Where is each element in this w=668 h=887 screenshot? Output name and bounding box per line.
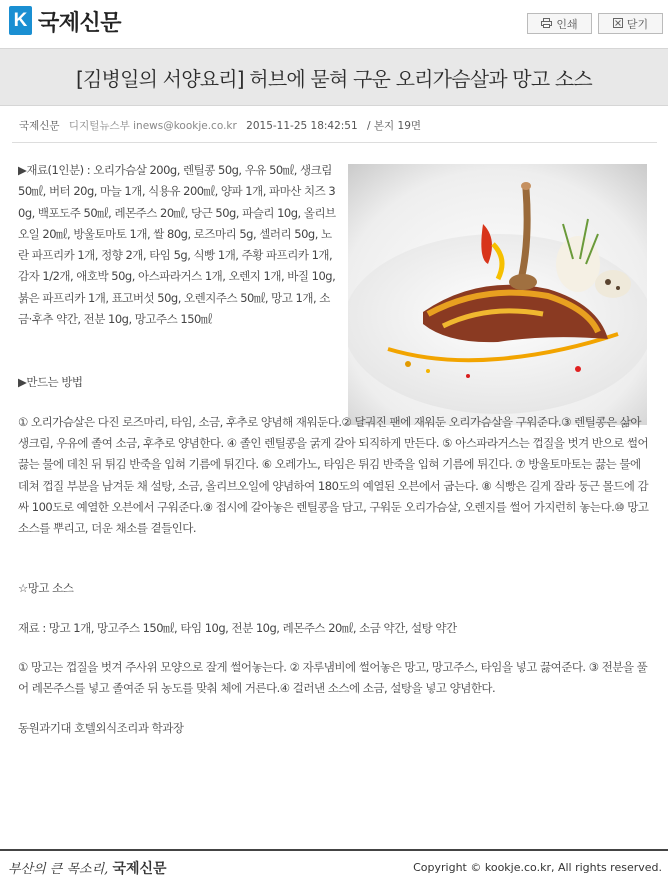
- divider: [12, 142, 657, 143]
- slogan-text: 부산의 큰 목소리,: [8, 862, 109, 877]
- logo-icon[interactable]: K: [9, 6, 32, 35]
- footer-slogan: [8, 858, 167, 878]
- site-logo-text[interactable]: 국제신문: [38, 11, 122, 36]
- ingredients-paragraph: ▶재료(1인분) : 오리가슴살 200g, 렌틸콩 50g, 우유 50㎖, 생크림 50㎖, 버터 20g, 마늘 1개, 식용유 200㎖, 양파 1개, 파마산 치즈 30g, 백포도주 50㎖, 레몬주스 20㎖, 당근 50g, 파슬리 10g, 올리브오일 20㎖, 방울토마토 1개, 쌀 80g, 로즈마리 5g, 셀러리 50g, 노란 파프리카 1개, 정향 2개, 타임 5g, 식빵 1개, 주황 파프리카 1개, 감자 1/2개, 애호박 50g, 아스파라거스 1개, 오렌지 1개, 바질 10g, 붉은 파프리카 1개, 표고버섯 50g, 오렌지주스 50㎖, 망고 1개, 소금·후추 약간, 전분 10g, 망고주스 150㎖: [18, 163, 336, 327]
- article-page: / 본지 19면: [367, 120, 422, 132]
- close-button[interactable]: [598, 13, 663, 34]
- title-bar: [0, 48, 668, 106]
- slogan-brand: 국제신문: [112, 861, 167, 877]
- footer-divider: [0, 849, 668, 851]
- print-label: 인쇄: [556, 18, 578, 31]
- article-body: [18, 160, 650, 739]
- article-datetime: 2015-11-25 18:42:51: [246, 120, 358, 132]
- close-box-icon: [613, 15, 623, 36]
- sauce-heading: ☆망고 소스: [18, 581, 74, 596]
- close-label: 닫기: [626, 18, 649, 31]
- method-paragraph: ① 오리가슴살은 다진 로즈마리, 타임, 소금, 후추로 양념해 재워둔다.② 달궈진 팬에 재워둔 오리가슴살을 구워준다.③ 렌틸콩은 삶아 생크림, 우유에 졸여 소금, 후추로 양념한다. ④ 졸인 렌틸콩을 굵게 갈아 되직하게 만든다. ⑤ 아스파라거스는 껍질을 벗겨 반으로 썰어 끓는 물에 데친 뒤 튀김 반죽을 입혀 기름에 튀긴다. ⑥ 오레가노, 타임은 튀김 반죽을 입혀 기름에 튀긴다. ⑦ 방울토마토는 끓는 물에 데쳐 껍질 부분을 남겨둔 채 설탕, 소금, 올리브오일에 양념하여 180도의 예열된 오븐에서 굽는다. ⑧ 식빵은 길게 잘라 둥근 몰드에 감싸 100도로 예열한 오븐에서 구워준다.⑨ 접시에 갈아놓은 렌틸콩을 담고, 구워둔 오리가슴살, 오렌지를 썰어 가지런히 놓는다.⑩ 망고 소스를 뿌리고, 더운 채소를 곁들인다.: [18, 414, 649, 536]
- print-button[interactable]: [527, 13, 592, 34]
- article-reporter: 디지털뉴스부 inews@kookje.co.kr: [68, 120, 237, 132]
- method-heading: ▶만드는 방법: [18, 375, 83, 390]
- article-meta: [19, 118, 427, 133]
- author-line: 동원과기대 호텔외식조리과 학과장: [18, 720, 184, 735]
- site-header: [0, 0, 668, 46]
- sauce-ingredients: 재료 : 망고 1개, 망고주스 150㎖, 타임 10g, 전분 10g, 레몬주스 20㎖, 소금 약간, 설탕 약간: [18, 620, 457, 635]
- copyright-text: Copyright © kookje.co.kr, All rights reserved.: [413, 861, 662, 874]
- sauce-method: ① 망고는 껍질을 벗겨 주사위 모양으로 잘게 썰어놓는다. ② 자루냄비에 썰어놓은 망고, 망고주스, 타임을 넣고 끓여준다. ③ 전분을 풀어 레몬주스를 넣고 졸여준 뒤 농도를 맞춰 체에 거른다.④ 걸러낸 소스에 소금, 설탕을 넣고 양념한다.: [18, 660, 648, 696]
- printer-icon: [541, 15, 552, 36]
- article-title: [김병일의 서양요리] 허브에 묻혀 구운 오리가슴살과 망고 소스: [76, 67, 592, 91]
- article-source: 국제신문: [19, 120, 60, 132]
